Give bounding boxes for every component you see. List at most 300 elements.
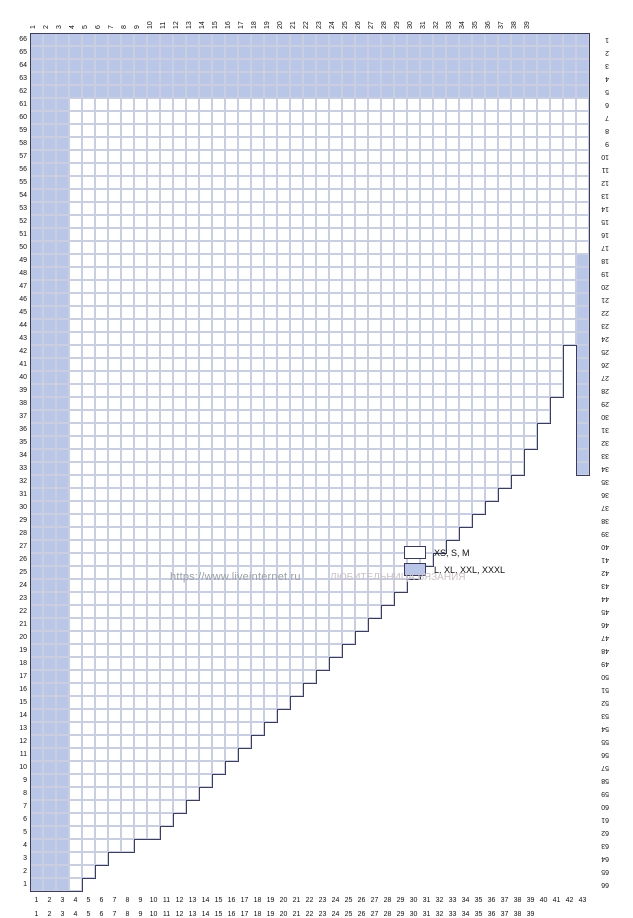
chart-cell: [30, 540, 43, 553]
chart-outline: [30, 371, 31, 385]
chart-cell: [407, 98, 420, 111]
chart-cell: [472, 215, 485, 228]
chart-cell: [355, 475, 368, 488]
chart-cell: [82, 436, 95, 449]
chart-cell: [264, 46, 277, 59]
chart-outline: [30, 657, 31, 671]
chart-cell: [56, 150, 69, 163]
chart-cell: [225, 150, 238, 163]
chart-cell: [394, 150, 407, 163]
chart-cell: [160, 696, 173, 709]
chart-cell: [485, 46, 498, 59]
chart-cell: [511, 332, 524, 345]
chart-cell: [199, 124, 212, 137]
chart-cell: [303, 423, 316, 436]
chart-cell: [82, 176, 95, 189]
chart-cell: [290, 72, 303, 85]
chart-cell: [199, 436, 212, 449]
chart-outline: [264, 33, 278, 34]
chart-cell: [524, 85, 537, 98]
chart-cell: [264, 371, 277, 384]
chart-cell: [550, 98, 563, 111]
chart-cell: [407, 215, 420, 228]
chart-cell: [524, 215, 537, 228]
chart-cell: [264, 293, 277, 306]
chart-cell: [212, 735, 225, 748]
chart-outline: [589, 137, 590, 151]
chart-cell: [485, 449, 498, 462]
right-axis-label: 54: [601, 725, 609, 732]
chart-cell: [368, 163, 381, 176]
chart-cell: [225, 228, 238, 241]
top-axis-label: 34: [459, 21, 466, 29]
chart-cell: [147, 605, 160, 618]
chart-cell: [186, 475, 199, 488]
bottom-axis-upper-label: 29: [396, 897, 405, 904]
chart-outline: [264, 722, 265, 736]
chart-outline: [147, 839, 161, 840]
chart-cell: [212, 449, 225, 462]
chart-cell: [381, 449, 394, 462]
chart-cell: [225, 267, 238, 280]
chart-cell: [355, 72, 368, 85]
chart-cell: [56, 826, 69, 839]
chart-cell: [394, 267, 407, 280]
chart-cell: [290, 384, 303, 397]
chart-cell: [134, 176, 147, 189]
chart-cell: [95, 618, 108, 631]
bottom-axis-upper-label: 24: [331, 897, 340, 904]
chart-cell: [433, 163, 446, 176]
chart-cell: [290, 46, 303, 59]
chart-cell: [342, 228, 355, 241]
chart-cell: [108, 774, 121, 787]
right-axis-label: 60: [601, 803, 609, 810]
chart-cell: [173, 137, 186, 150]
chart-cell: [56, 345, 69, 358]
chart-cell: [134, 670, 147, 683]
chart-cell: [498, 137, 511, 150]
chart-cell: [277, 527, 290, 540]
chart-cell: [160, 150, 173, 163]
chart-cell: [394, 254, 407, 267]
chart-outline: [589, 306, 590, 320]
chart-cell: [95, 813, 108, 826]
chart-cell: [381, 436, 394, 449]
chart-outline: [563, 33, 577, 34]
chart-cell: [563, 85, 576, 98]
chart-cell: [238, 696, 251, 709]
chart-cell: [43, 137, 56, 150]
chart-cell: [420, 46, 433, 59]
chart-cell: [134, 254, 147, 267]
chart-cell: [433, 449, 446, 462]
chart-outline: [589, 59, 590, 73]
chart-cell: [251, 657, 264, 670]
chart-cell: [121, 345, 134, 358]
left-axis-label: 5: [23, 829, 27, 836]
chart-cell: [134, 566, 147, 579]
chart-cell: [160, 631, 173, 644]
top-axis-label: 24: [329, 21, 336, 29]
chart-cell: [199, 735, 212, 748]
chart-outline: [576, 397, 577, 411]
chart-cell: [95, 319, 108, 332]
chart-cell: [160, 657, 173, 670]
chart-cell: [537, 33, 550, 46]
bottom-axis-lower-label: 1: [34, 911, 39, 918]
chart-cell: [30, 150, 43, 163]
chart-cell: [485, 241, 498, 254]
chart-cell: [329, 228, 342, 241]
chart-cell: [173, 449, 186, 462]
chart-cell: [303, 540, 316, 553]
chart-cell: [355, 592, 368, 605]
chart-cell: [30, 787, 43, 800]
chart-cell: [95, 189, 108, 202]
right-axis-label: 28: [601, 387, 609, 394]
chart-cell: [160, 722, 173, 735]
chart-cell: [251, 449, 264, 462]
chart-cell: [290, 306, 303, 319]
chart-cell: [95, 800, 108, 813]
chart-cell: [277, 176, 290, 189]
chart-cell: [420, 150, 433, 163]
chart-outline: [30, 826, 31, 840]
chart-outline: [537, 436, 538, 450]
chart-cell: [329, 345, 342, 358]
chart-cell: [238, 605, 251, 618]
bottom-axis-upper-label: 1: [34, 897, 39, 904]
chart-cell: [472, 137, 485, 150]
chart-cell: [433, 501, 446, 514]
chart-outline: [134, 839, 148, 840]
chart-cell: [134, 787, 147, 800]
chart-cell: [303, 670, 316, 683]
chart-cell: [69, 826, 82, 839]
left-axis-label: 35: [19, 439, 27, 446]
chart-cell: [485, 163, 498, 176]
left-axis-label: 59: [19, 127, 27, 134]
chart-cell: [95, 423, 108, 436]
chart-cell: [108, 631, 121, 644]
chart-cell: [394, 462, 407, 475]
chart-cell: [524, 137, 537, 150]
chart-outline: [30, 111, 31, 125]
chart-outline: [30, 332, 31, 346]
chart-outline: [498, 488, 512, 489]
chart-cell: [264, 59, 277, 72]
chart-cell: [433, 514, 446, 527]
chart-cell: [43, 254, 56, 267]
chart-cell: [303, 436, 316, 449]
chart-cell: [69, 371, 82, 384]
chart-cell: [420, 124, 433, 137]
chart-cell: [199, 384, 212, 397]
right-axis-label: 5: [605, 88, 609, 95]
chart-cell: [225, 137, 238, 150]
chart-cell: [160, 501, 173, 514]
chart-cell: [264, 462, 277, 475]
right-axis-label: 10: [601, 153, 609, 160]
chart-outline: [69, 891, 83, 892]
chart-cell: [108, 488, 121, 501]
chart-cell: [277, 631, 290, 644]
chart-cell: [355, 410, 368, 423]
chart-cell: [56, 46, 69, 59]
left-axis-label: 20: [19, 634, 27, 641]
chart-cell: [238, 735, 251, 748]
chart-cell: [498, 163, 511, 176]
left-axis-label: 58: [19, 140, 27, 147]
chart-cell: [160, 254, 173, 267]
chart-cell: [121, 59, 134, 72]
bottom-axis-upper-label: 7: [112, 897, 117, 904]
chart-outline: [420, 33, 434, 34]
chart-cell: [277, 462, 290, 475]
chart-cell: [95, 215, 108, 228]
right-axis-label: 16: [601, 231, 609, 238]
chart-outline: [576, 462, 577, 476]
left-axis-label: 51: [19, 231, 27, 238]
chart-cell: [173, 631, 186, 644]
chart-cell: [186, 449, 199, 462]
chart-cell: [30, 111, 43, 124]
chart-cell: [160, 176, 173, 189]
top-axis-label: 7: [108, 25, 115, 29]
chart-cell: [498, 319, 511, 332]
chart-cell: [316, 592, 329, 605]
chart-cell: [251, 150, 264, 163]
chart-cell: [82, 358, 95, 371]
chart-cell: [277, 98, 290, 111]
chart-cell: [134, 423, 147, 436]
top-axis-label: 13: [186, 21, 193, 29]
chart-cell: [43, 462, 56, 475]
chart-cell: [368, 33, 381, 46]
chart-cell: [446, 462, 459, 475]
chart-cell: [394, 33, 407, 46]
chart-cell: [355, 215, 368, 228]
chart-cell: [511, 111, 524, 124]
chart-cell: [550, 254, 563, 267]
chart-cell: [212, 423, 225, 436]
chart-cell: [355, 527, 368, 540]
chart-cell: [433, 527, 446, 540]
chart-cell: [82, 137, 95, 150]
chart-cell: [290, 488, 303, 501]
chart-cell: [134, 579, 147, 592]
chart-cell: [329, 332, 342, 345]
chart-cell: [108, 592, 121, 605]
chart-cell: [355, 59, 368, 72]
chart-outline: [355, 33, 369, 34]
chart-cell: [251, 488, 264, 501]
chart-cell: [498, 202, 511, 215]
chart-cell: [147, 137, 160, 150]
chart-cell: [355, 293, 368, 306]
chart-cell: [147, 540, 160, 553]
chart-outline: [576, 384, 577, 398]
chart-cell: [173, 202, 186, 215]
chart-cell: [134, 137, 147, 150]
chart-cell: [316, 98, 329, 111]
chart-outline: [576, 371, 577, 385]
chart-cell: [446, 319, 459, 332]
chart-cell: [498, 280, 511, 293]
chart-cell: [407, 345, 420, 358]
chart-cell: [69, 813, 82, 826]
chart-cell: [30, 228, 43, 241]
chart-cell: [225, 735, 238, 748]
chart-cell: [186, 137, 199, 150]
top-axis-label: 17: [238, 21, 245, 29]
chart-cell: [329, 124, 342, 137]
chart-cell: [316, 332, 329, 345]
chart-cell: [264, 241, 277, 254]
chart-cell: [43, 150, 56, 163]
chart-outline: [30, 254, 31, 268]
chart-cell: [43, 839, 56, 852]
chart-cell: [30, 618, 43, 631]
chart-cell: [121, 254, 134, 267]
chart-cell: [511, 462, 524, 475]
chart-cell: [69, 709, 82, 722]
chart-cell: [355, 280, 368, 293]
chart-cell: [251, 696, 264, 709]
left-axis-label: 41: [19, 361, 27, 368]
chart-cell: [524, 423, 537, 436]
right-axis-label: 40: [601, 543, 609, 550]
chart-cell: [212, 163, 225, 176]
chart-cell: [43, 124, 56, 137]
chart-cell: [420, 202, 433, 215]
chart-cell: [43, 423, 56, 436]
chart-outline: [589, 124, 590, 138]
chart-cell: [147, 150, 160, 163]
chart-cell: [485, 319, 498, 332]
chart-cell: [381, 254, 394, 267]
chart-cell: [251, 111, 264, 124]
chart-cell: [498, 410, 511, 423]
chart-cell: [251, 384, 264, 397]
right-axis-label: 34: [601, 465, 609, 472]
chart-cell: [368, 501, 381, 514]
chart-cell: [251, 306, 264, 319]
chart-cell: [355, 46, 368, 59]
chart-cell: [95, 358, 108, 371]
chart-cell: [433, 319, 446, 332]
chart-cell: [446, 137, 459, 150]
chart-cell: [160, 202, 173, 215]
chart-cell: [134, 33, 147, 46]
chart-cell: [472, 241, 485, 254]
chart-cell: [303, 358, 316, 371]
chart-cell: [264, 553, 277, 566]
chart-cell: [277, 228, 290, 241]
chart-cell: [56, 397, 69, 410]
chart-cell: [30, 163, 43, 176]
chart-cell: [576, 215, 589, 228]
chart-cell: [576, 124, 589, 137]
chart-cell: [69, 475, 82, 488]
left-axis-label: 61: [19, 101, 27, 108]
chart-cell: [186, 748, 199, 761]
chart-cell: [563, 189, 576, 202]
chart-cell: [472, 332, 485, 345]
chart-cell: [251, 644, 264, 657]
chart-cell: [225, 657, 238, 670]
chart-cell: [147, 280, 160, 293]
chart-cell: [251, 371, 264, 384]
chart-cell: [329, 254, 342, 267]
chart-cell: [238, 501, 251, 514]
chart-cell: [199, 72, 212, 85]
chart-cell: [56, 332, 69, 345]
bottom-axis-upper-label: 43: [578, 897, 587, 904]
chart-outline: [30, 475, 31, 489]
chart-cell: [225, 605, 238, 618]
chart-cell: [173, 644, 186, 657]
chart-cell: [355, 267, 368, 280]
chart-outline: [30, 605, 31, 619]
chart-cell: [277, 423, 290, 436]
chart-cell: [108, 787, 121, 800]
chart-cell: [134, 527, 147, 540]
left-axis-label: 40: [19, 374, 27, 381]
chart-cell: [342, 111, 355, 124]
chart-outline: [30, 631, 31, 645]
chart-cell: [303, 228, 316, 241]
left-axis-label: 42: [19, 348, 27, 355]
bottom-axis-upper-label: 27: [370, 897, 379, 904]
chart-cell: [290, 111, 303, 124]
chart-cell: [368, 592, 381, 605]
chart-cell: [342, 631, 355, 644]
chart-cell: [147, 618, 160, 631]
chart-cell: [82, 618, 95, 631]
chart-outline: [563, 384, 564, 398]
chart-cell: [238, 592, 251, 605]
chart-cell: [82, 488, 95, 501]
chart-cell: [277, 449, 290, 462]
right-axis-label: 13: [601, 192, 609, 199]
chart-cell: [277, 397, 290, 410]
chart-cell: [407, 514, 420, 527]
chart-cell: [30, 189, 43, 202]
chart-cell: [225, 670, 238, 683]
chart-cell: [69, 72, 82, 85]
left-axis-label: 63: [19, 75, 27, 82]
left-axis-label: 32: [19, 478, 27, 485]
chart-cell: [225, 293, 238, 306]
chart-cell: [108, 579, 121, 592]
chart-cell: [56, 553, 69, 566]
chart-cell: [69, 176, 82, 189]
chart-cell: [212, 397, 225, 410]
chart-cell: [407, 280, 420, 293]
chart-cell: [134, 345, 147, 358]
bottom-axis-upper-label: 42: [565, 897, 574, 904]
chart-cell: [160, 397, 173, 410]
chart-cell: [316, 124, 329, 137]
chart-cell: [199, 683, 212, 696]
chart-cell: [186, 306, 199, 319]
left-axis-label: 36: [19, 426, 27, 433]
chart-outline: [30, 865, 31, 879]
chart-cell: [459, 215, 472, 228]
chart-outline: [30, 761, 31, 775]
